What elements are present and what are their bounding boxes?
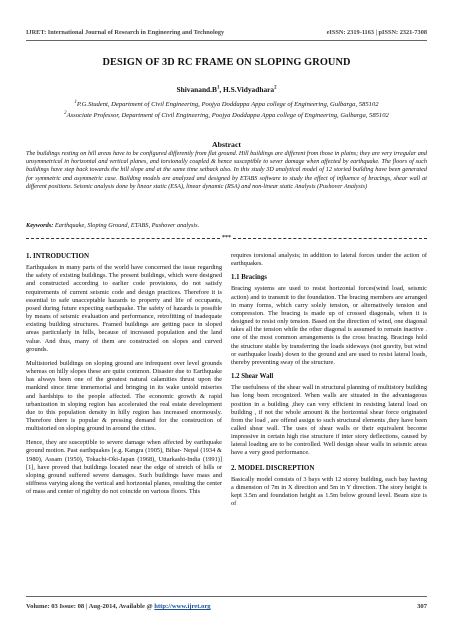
affiliation-1 — [40, 99, 413, 110]
journal-name: IJRET: International Journal of Research in Engineering and Technology — [26, 29, 225, 36]
paragraph: Bracing systems are used to resist horizontal forces(wind load, seismic action) and to transmit to the foundation. The bracing members are arranged in many forms, which carry solely tension, or alternatively tension and compression. The bracing is made up of crossed diagonals, when it is designed to resist only tension. Based on the direction of wind, one diagonal takes all the tension while the other diagonal is assumed to remain inactive . one of the most common arrangements is the cross bracing. Bracings hold the structure stable by transferring the loads sideways (not gravity, but wind or earthquake loads) down to the ground and are used to resist lateral loads, thereby preventing sway of the structure. — [231, 285, 427, 366]
header-rule — [26, 40, 427, 41]
affiliations — [40, 99, 413, 121]
paper-title: DESIGN OF 3D RC FRAME ON SLOPING GROUND — [102, 57, 351, 68]
paragraph: Hence, they are susceptible to severe damage when affected by earthquake ground motion. Past earthquakes [e.g. Kangra (1905), Bihar- Nepal (1934 & 1980), Assam (1950), Tokachi-Oki-Japan (1968), Uttarkashi-India (1991)][1], have proved that buildings located near the edge of stretch of hills or sloping ground suffered severe damages. Such buildings have mass and stiffness varying along the vertical and horizontal planes, resulting the center of mass and center of rigidity do not coincide on various floors. This — [26, 439, 222, 496]
journal-link[interactable]: http://www.ijret.org — [154, 603, 211, 610]
author-2-sup: 2 — [274, 85, 277, 91]
separator-dash-left — [26, 238, 220, 239]
subsection-heading-bracings: 1.1 Bracings — [231, 274, 267, 282]
paragraph: requires torsional analysis; in addition to lateral forces under the action of earthquakes. — [231, 252, 427, 268]
author-sep: , — [219, 85, 224, 94]
issn-text: eISSN: 2319-1163 | pISSN: 2321-7308 — [326, 29, 427, 36]
affiliation-2-sup: 2 — [64, 110, 67, 116]
separator-dash-right — [233, 238, 427, 239]
section-heading-introduction: 1. INTRODUCTION — [26, 252, 90, 260]
paragraph: Earthquakes in many parts of the world have concerned the issue regarding the safety of existing buildings. The present buildings, which were designed and constructed according to earlier code provisions, do not satisfy requirements of current seismic code and design practices. Therefore it is essential to safe unacceptable hazards to property and life of occupants, posed during future expecting earthquake. The safety of hazards is possible by means of seismic evaluation and performance, retrofitting of inadequate existing building structures. Framed buildings are getting pace in sloped areas particularly in hills, because of increased population and the land value. And thus, many of them are constructed on slopes and curved grounds. — [26, 264, 222, 353]
paragraph: The usefulness of the shear wall in structural planning of multistory building has long been recognized. When walls are situated in the advantageous position in a building ,they can very efficient in resisting lateral load on building , if not the whole amount & the horizontal shear force originated from the load , are offend assign to such structural elements ,they have been called shear wall. The uses of shear walls or their equivalent become impressive in certain high rise structure if inter story deflections, caused by lateral loading are to be controlled. Well design shear walls in seismic areas have a very good performance. — [231, 384, 427, 457]
footer-rule — [26, 596, 427, 597]
abstract-heading: Abstract — [211, 140, 241, 149]
footer-prefix: Volume: 03 Issue: 08 | Aug-2014, Available @ — [26, 603, 155, 610]
keywords-text: Earthquake, Sloping Ground, ETABS, Pushover analysis. — [53, 222, 200, 229]
section-separator — [26, 235, 427, 241]
affiliation-1-sup: 1 — [74, 100, 77, 105]
affiliation-1-text: P.G.Student, Department of Civil Engineering, Poojya Doddappa Appa college of Engineering, Gulbarga, 585102 — [76, 101, 379, 109]
left-column — [26, 252, 222, 502]
paragraph: Multistoried buildings on sloping ground are infrequent over level grounds whereas on hilly slopes these are quite common. Disaster due to Earthquake has always been one of the greatest natural calamities thrust upon the mankind since time immemorial and bringing in its wake untold miseries and hardships to the people affected. The economic growth & rapid urbanization in sloping region has accelerated the real estate development due to this population density in hilly region has increased enormously. Therefore there is popular & pressing demand for the construction of multistoried on sloping ground in around the cities. — [26, 359, 222, 433]
section-heading-model: 2. MODEL DISCREPTION — [231, 463, 315, 472]
author-1-sup: 1 — [216, 85, 220, 91]
keywords-label: Keywords: — [26, 222, 54, 229]
abstract-text: The buildings resting on hill areas have to be configured differently from flat ground. Hill buildings are different from those in plains; they are very irregular and unsymmetrical in horizontal and vertical planes, and torsionally coupled & hence susceptible to sever damage when affected by earthquake. The floors of such buildings have step back towards the hill slope and at the same time setback also. In this study 3D analytical model of 12 storied building have been generated for symmetric and asymmetric case. Building models are analyzed and designed by ETABS software to study the effect of influence of bracings, shear wall at different positions. Seismic analysis done by linear static (ESA), linear dynamic (RSA) and non-linear static Analysis (Pushover Analysis) — [26, 150, 427, 190]
author-2: H.S.Vidyadhara — [223, 85, 275, 94]
affiliation-2 — [40, 110, 413, 121]
keywords — [26, 222, 427, 229]
footer-volume — [26, 603, 211, 610]
subsection-heading-shear-wall: 1.2 Shear Wall — [231, 373, 274, 381]
author-1: Shivanand.B — [176, 85, 217, 94]
right-column — [231, 252, 427, 514]
affiliation-2-text: Associate Professor, Department of Civil Engineering, Poojya Doddappa Appa college of Engineering, Gulbarga, 585102 — [66, 111, 389, 119]
page-footer — [26, 603, 427, 610]
separator-stars: *** — [222, 235, 231, 241]
page-number: 307 — [417, 603, 427, 610]
author-line — [26, 85, 427, 94]
paragraph: Basically model consists of 3 bays with 12 storey building, each bay having a dimension of 7m in X direction and 5m in Y direction. The story height is kept 3.5m and foundation height as 1.5m below ground level. Beam size is of — [231, 475, 427, 508]
